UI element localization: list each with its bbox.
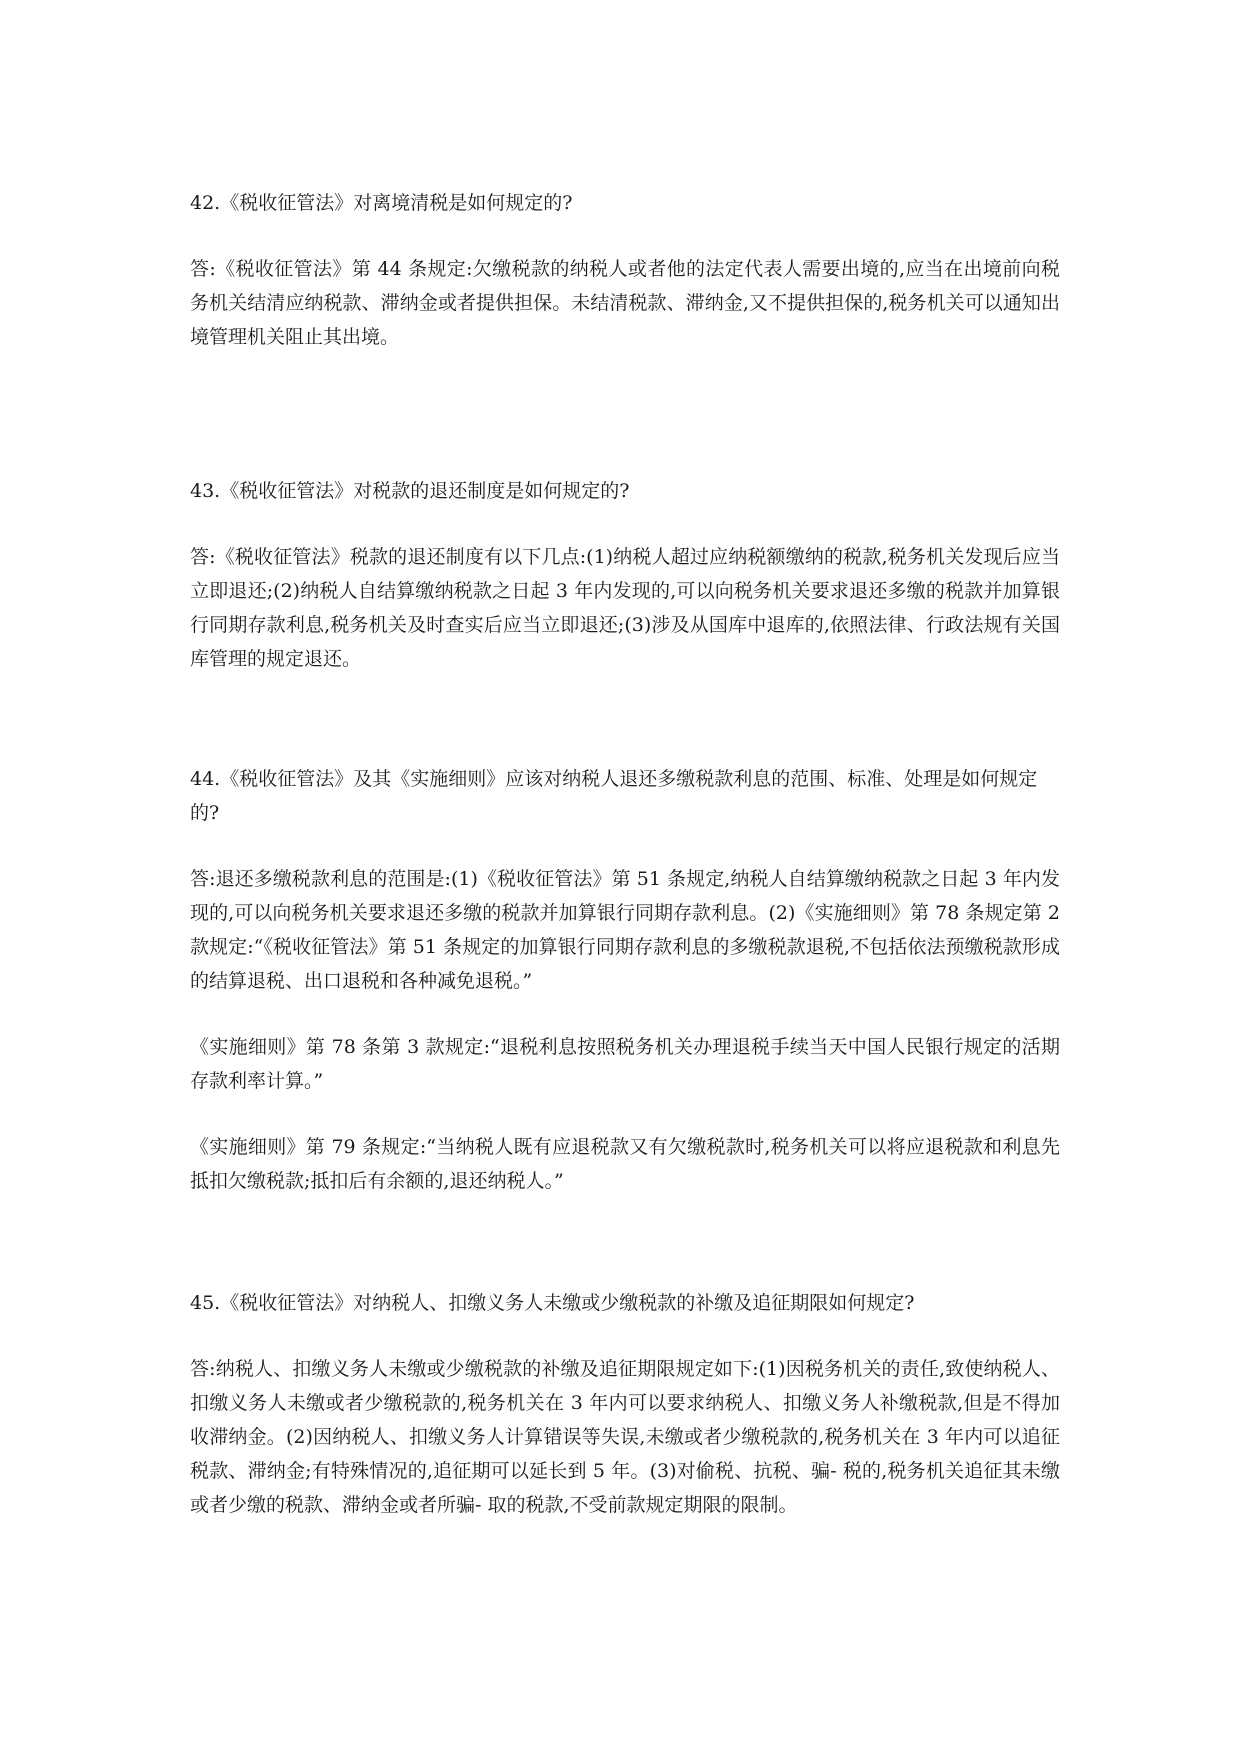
question-43: 43.《税收征管法》对税款的退还制度是如何规定的? — [190, 480, 630, 502]
answer-43: 答:《税收征管法》税款的退还制度有以下几点:(1)纳税人超过应纳税额缴纳的税款,税务机关发现后应当立即退还;(2)纳税人自结算缴纳税款之日起 3 年内发现的,可以向税务机关要求退还多缴的税款并加算银行同期存款利息,税务机关及时查实后应当立即退还;(3)涉及从国库中退库的,依照法律、行政法规有关国库管理的规定退还。 — [190, 546, 1060, 670]
answer-45: 答:纳税人、扣缴义务人未缴或少缴税款的补缴及追征期限规定如下:(1)因税务机关的责任,致使纳税人、扣缴义务人未缴或者少缴税款的,税务机关在 3 年内可以要求纳税人、扣缴义务人补缴税款,但是不得加收滞纳金。(2)因纳税人、扣缴义务人计算错误等失误,未缴或者少缴税款的,税务机关在 3 年内可以追征税款、滞纳金;有特殊情况的,追征期可以延长到 5 年。(3)对偷税、抗税、骗- 税的,税务机关追征其未缴或者少缴的税款、滞纳金或者所骗- 取的税款,不受前款规定期限的限制。 — [190, 1358, 1060, 1516]
question-42: 42.《税收征管法》对离境清税是如何规定的? — [190, 192, 573, 214]
question-44: 44.《税收征管法》及其《实施细则》应该对纳税人退还多缴税款利息的范围、标准、处理是如何规定的? — [190, 768, 1038, 824]
answer-42: 答:《税收征管法》第 44 条规定:欠缴税款的纳税人或者他的法定代表人需要出境的,应当在出境前向税务机关结清应纳税款、滞纳金或者提供担保。未结清税款、滞纳金,又不提供担保的,税务机关可以通知出境管理机关阻止其出境。 — [190, 258, 1060, 348]
answer-44-extra-2: 《实施细则》第 79 条规定:“当纳税人既有应退税款又有欠缴税款时,税务机关可以将应退税款和利息先抵扣欠缴税款;抵扣后有余额的,退还纳税人。” — [190, 1136, 1060, 1192]
question-45: 45.《税收征管法》对纳税人、扣缴义务人未缴或少缴税款的补缴及追征期限如何规定? — [190, 1292, 915, 1314]
answer-44: 答:退还多缴税款利息的范围是:(1)《税收征管法》第 51 条规定,纳税人自结算缴纳税款之日起 3 年内发现的,可以向税务机关要求退还多缴的税款并加算银行同期存款利息。(2)《实施细则》第 78 条规定第 2 款规定:“《税收征管法》第 51 条规定的加算银行同期存款利息的多缴税款退税,不包括依法预缴税款形成的结算退税、出口退税和各种减免退税。” — [190, 868, 1060, 992]
answer-44-extra-1: 《实施细则》第 78 条第 3 款规定:“退税利息按照税务机关办理退税手续当天中国人民银行规定的活期存款利率计算。” — [190, 1036, 1060, 1092]
